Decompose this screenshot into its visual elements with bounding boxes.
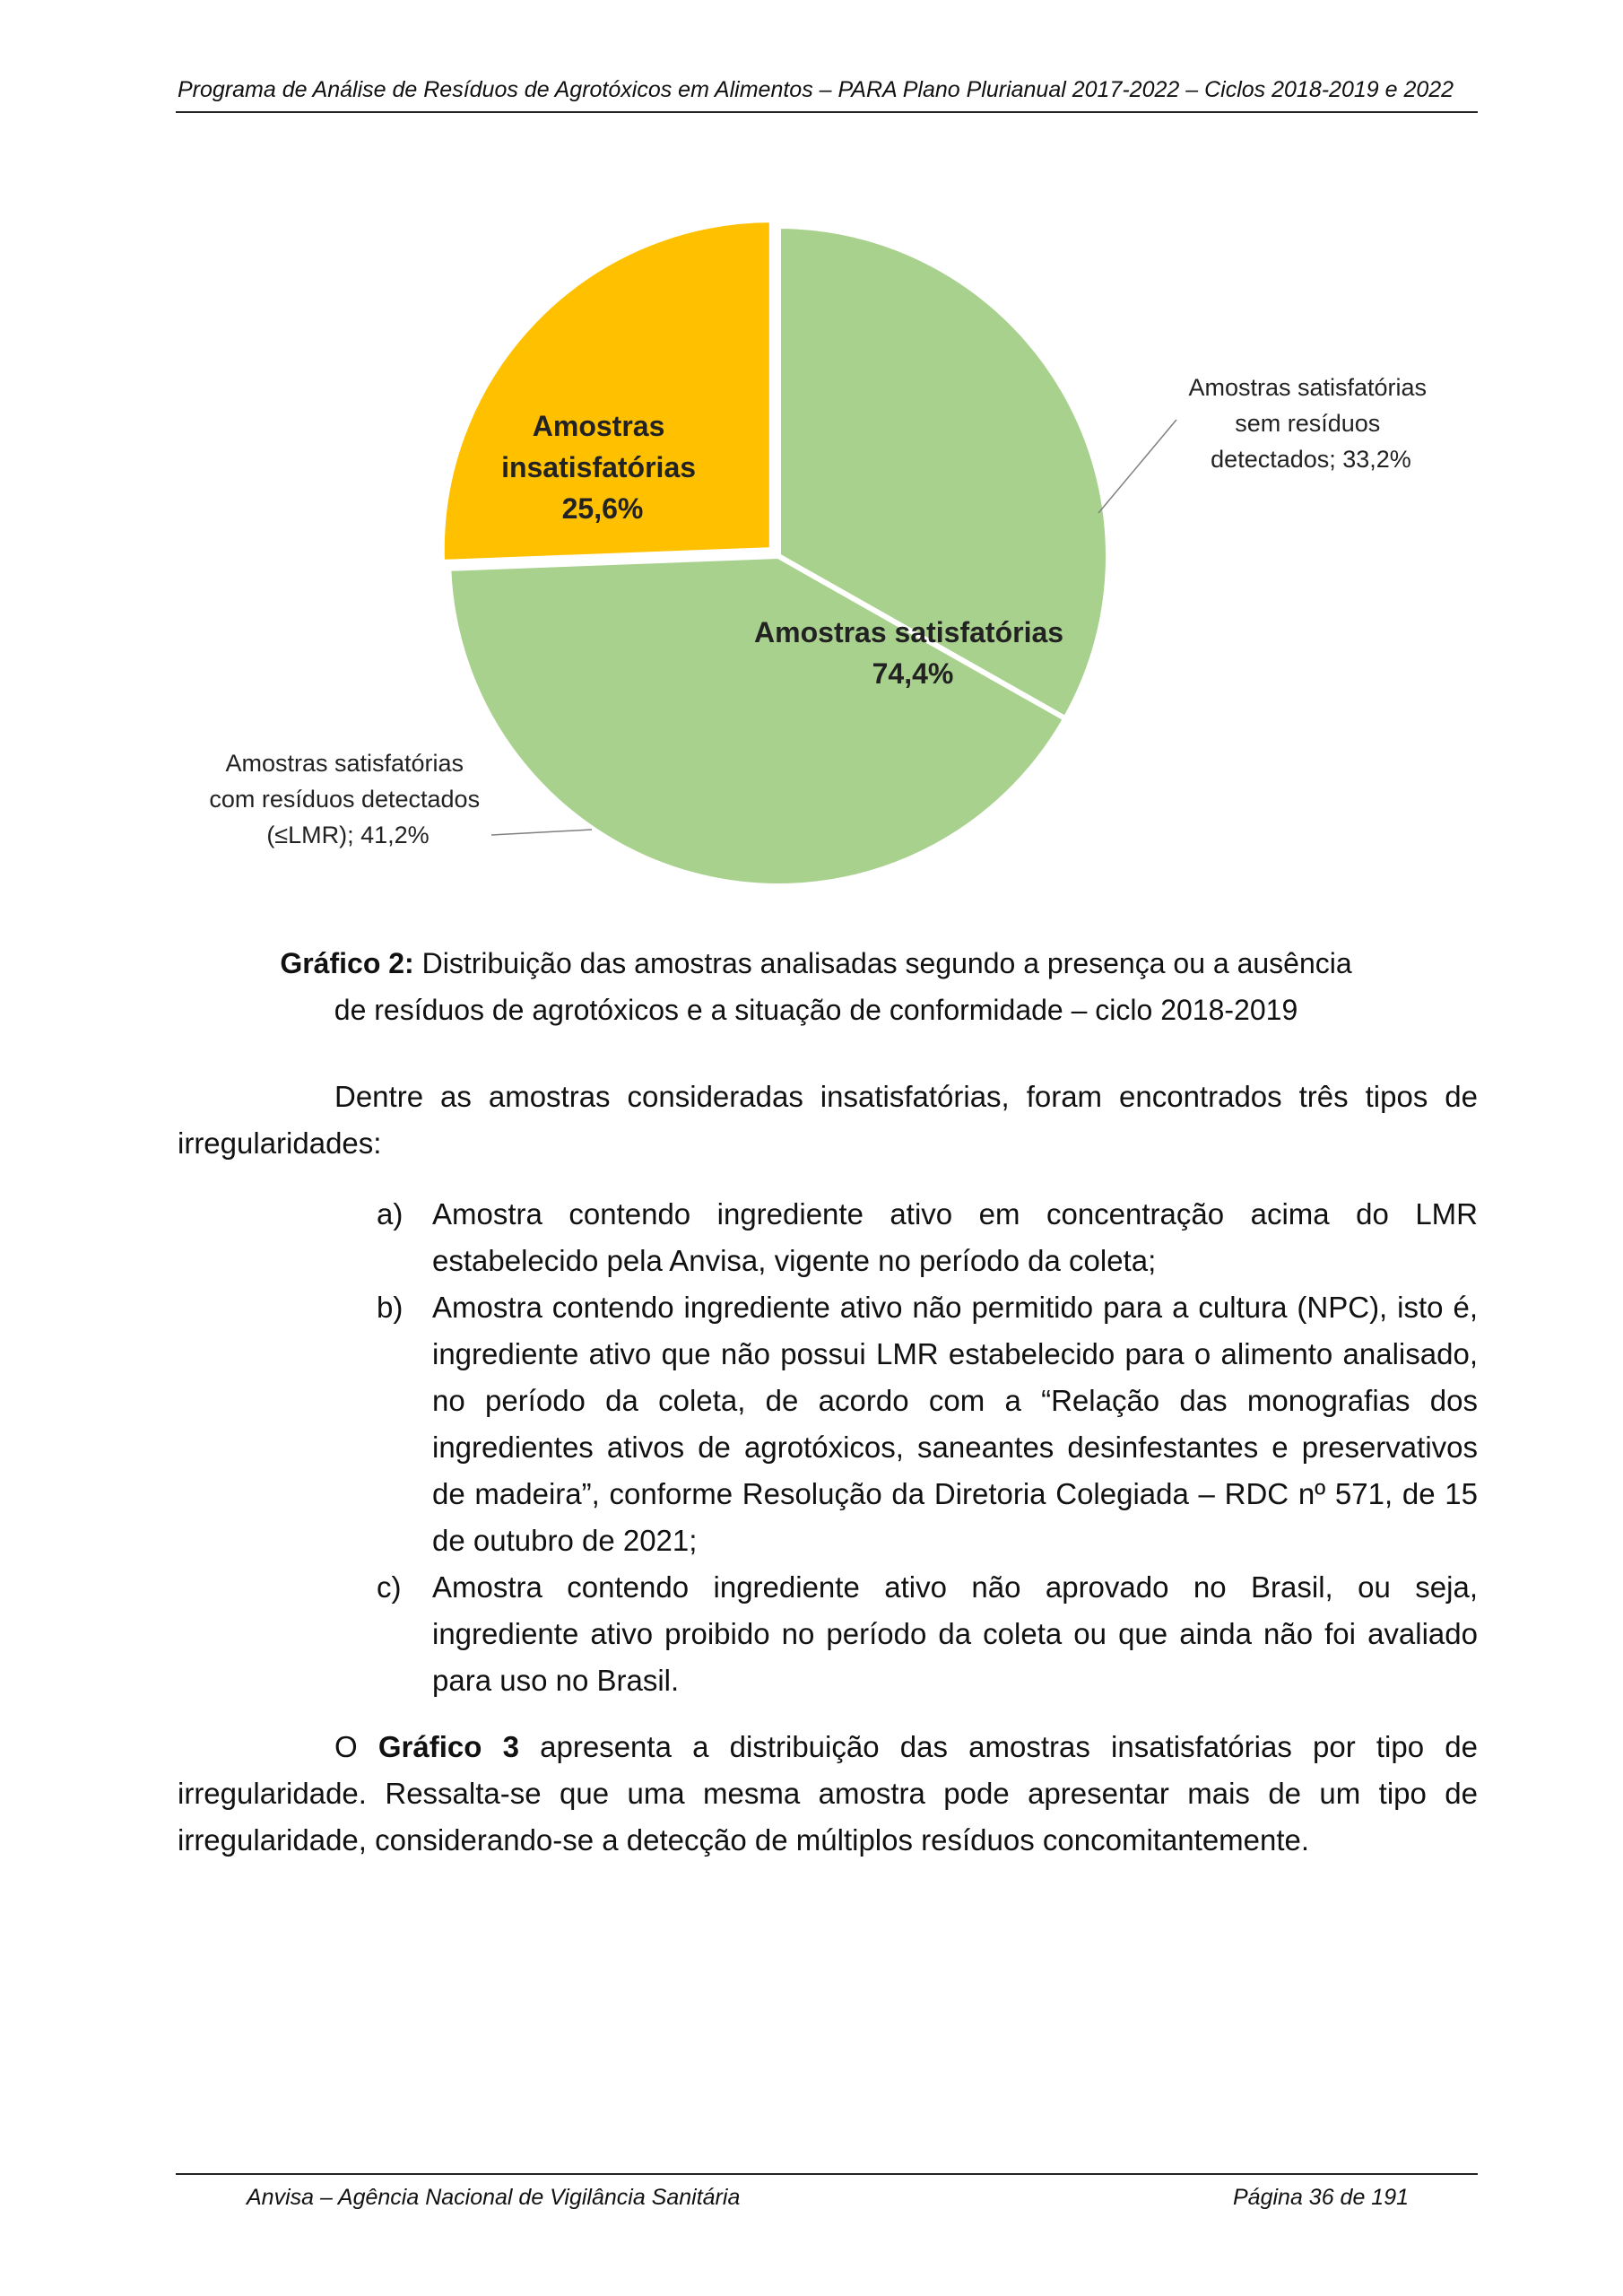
list-item [377, 1564, 1478, 1704]
intro-paragraph [178, 1074, 1478, 1167]
list-item-text: Amostra contendo ingrediente ativo não permitido para a cultura (NPC), isto é, ingrediente ativo que não possui LMR estabelecido para o alimento analisado, no período da coleta, de acordo com a “Relação das monografias dos ingredientes ativos de agrotóxicos, saneantes desinfestantes e preservativos de madeira”, conforme Resolução da Diretoria Colegiada – RDC nº 571, de 15 de outubro de 2021; [432, 1291, 1478, 1557]
p2-bold-ref: Gráfico 3 [378, 1730, 519, 1763]
leader-line-com [491, 830, 592, 835]
label-sem-residuos: Amostras satisfatórias sem resíduos detectados; 33,2% [1188, 374, 1428, 473]
figure-caption [233, 940, 1399, 1033]
paragraph-grafico-3 [178, 1724, 1478, 1864]
list-item-text: Amostra contendo ingrediente ativo em concentração acima do LMR estabelecido pela Anvisa, vigente no período da coleta; [432, 1197, 1478, 1277]
pie-chart [0, 0, 1623, 915]
leader-line-sem [1098, 420, 1176, 513]
footer-rule [176, 2173, 1478, 2175]
footer-agency: Anvisa – Agência Nacional de Vigilância Sanitária [247, 2185, 741, 2210]
list-item-text: Amostra contendo ingrediente ativo não aprovado no Brasil, ou seja, ingrediente ativo proibido no período da coleta ou que ainda não foi avaliado para uso no Brasil. [432, 1570, 1478, 1697]
caption-line-2: de resíduos de agrotóxicos e a situação de conformidade – ciclo 2018-2019 [334, 994, 1298, 1026]
list-marker: b) [377, 1291, 404, 1324]
label-com-residuos: Amostras satisfatórias com resíduos detectados (≤LMR); 41,2% [209, 750, 481, 848]
caption-label: Gráfico 2: [280, 947, 414, 979]
list-item [377, 1284, 1478, 1564]
intro-text: Dentre as amostras consideradas insatisfatórias, foram encontrados três tipos de irregularidades: [178, 1080, 1478, 1160]
label-satisfatorias: Amostras satisfatórias 74,4% [754, 616, 1064, 690]
p2-text-pre: O [334, 1730, 378, 1763]
list-item [377, 1191, 1478, 1284]
running-header: Programa de Análise de Resíduos de Agrotóxicos em Alimentos – PARA Plano Plurianual 2017-2022 – Ciclos 2018-2019 e 2022 [178, 77, 1454, 102]
caption-line-1: Distribuição das amostras analisadas segundo a presença ou a ausência [413, 947, 1352, 979]
footer-page-number: Página 36 de 191 [1233, 2185, 1410, 2210]
label-insatisfatorias: Amostras insatisfatórias 25,6% [501, 410, 697, 525]
list-marker: c) [377, 1570, 402, 1604]
irregularity-list [377, 1191, 1478, 1704]
p2-text-post: apresenta a distribuição das amostras insatisfatórias por tipo de irregularidade. Ressalta-se que uma mesma amostra pode apresentar mais de um tipo de irregularidade, considerando-se a detecção de múltiplos resíduos concomitantemente. [178, 1730, 1478, 1857]
list-marker: a) [377, 1197, 404, 1231]
